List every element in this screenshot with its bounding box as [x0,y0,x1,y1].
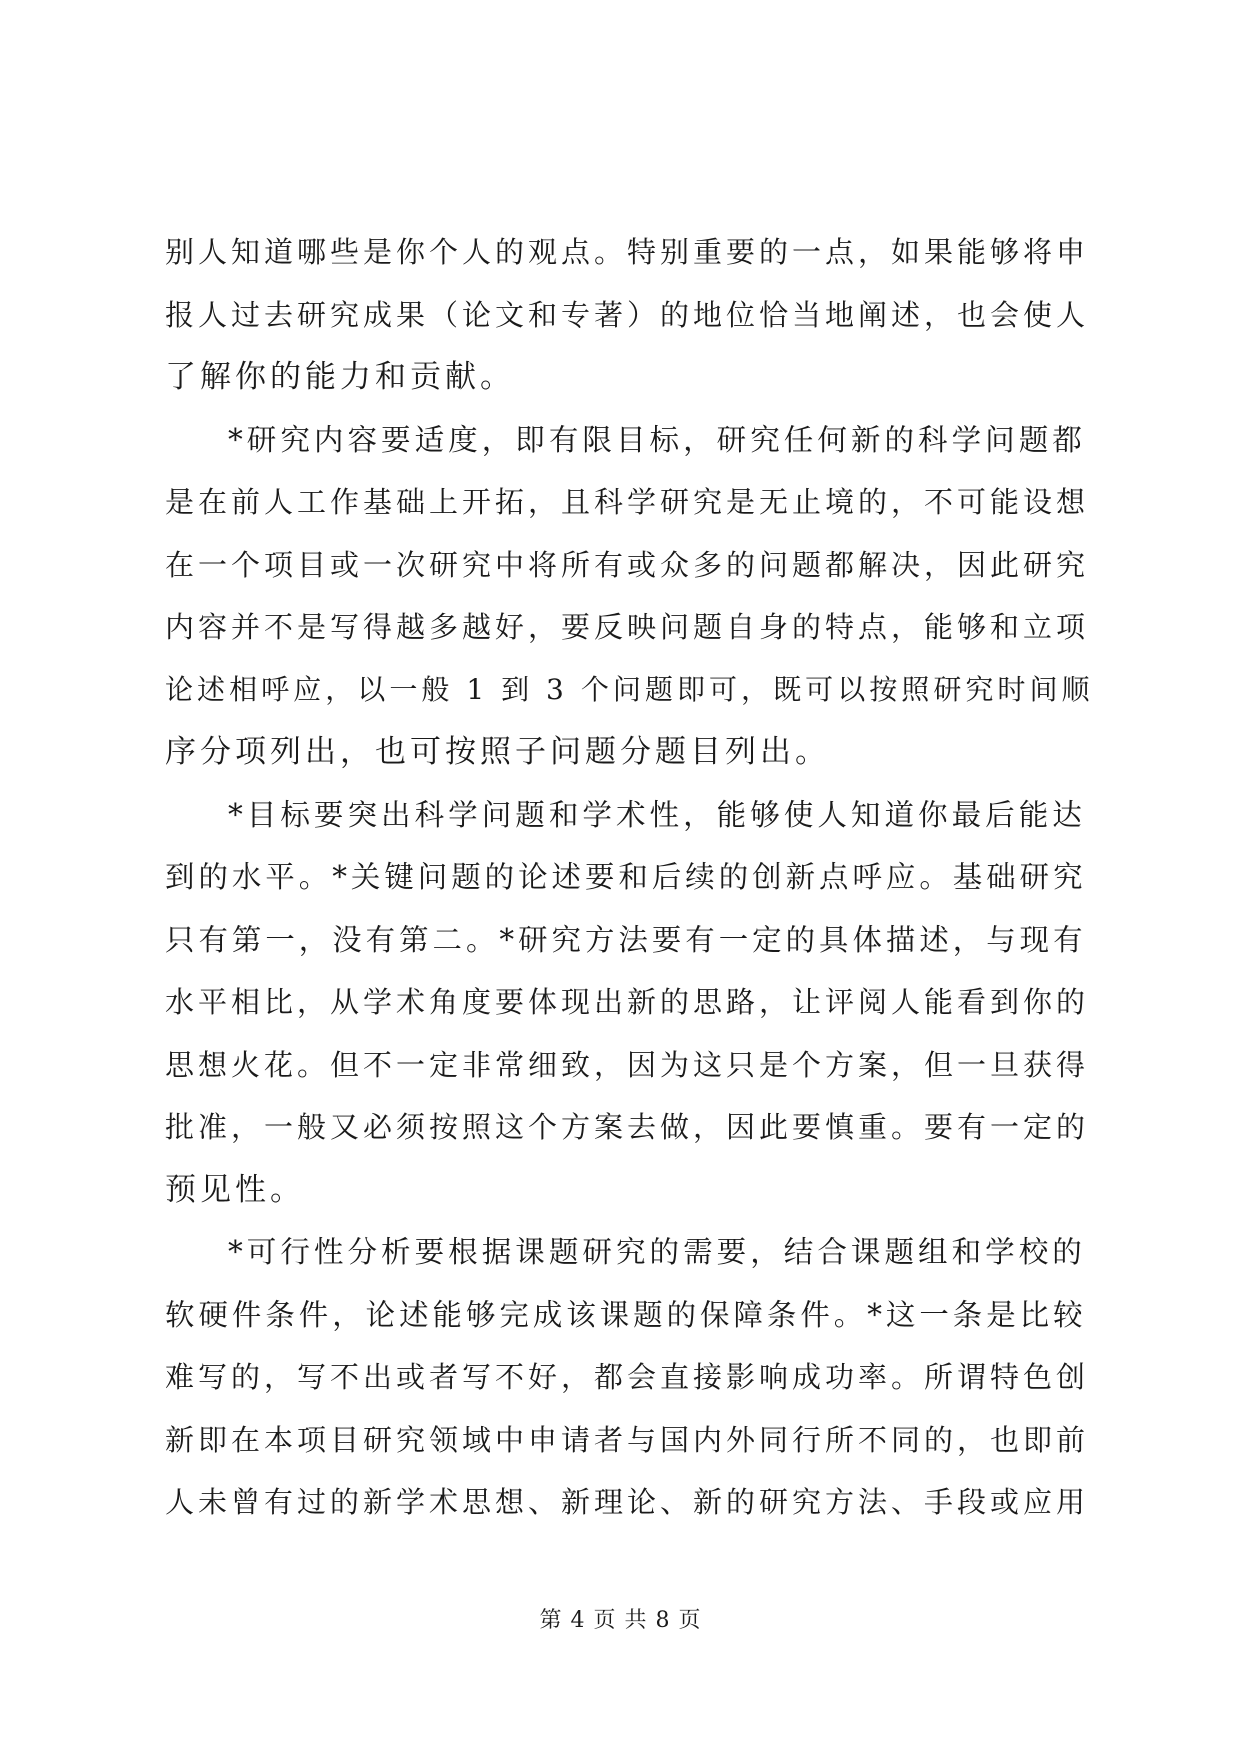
paragraph-start-line: *研究内容要适度，即有限目标，研究任何新的科学问题都 [228,423,1086,457]
paragraph-start-line: *目标要突出科学问题和学术性，能够使人知道你最后能达 [228,798,1086,832]
text-line: 水平相比，从学术角度要体现出新的思路，让评阅人能看到你的 [165,985,1090,1019]
text-line: 软硬件条件，论述能够完成该课题的保障条件。*这一条是比较 [165,1298,1087,1332]
text-line: 内容并不是写得越多越好，要反映问题自身的特点，能够和立项 [165,610,1090,644]
text-line: 别人知道哪些是你个人的观点。特别重要的一点，如果能够将申 [165,235,1090,269]
text-line: 只有第一，没有第二。*研究方法要有一定的具体描述，与现有 [165,923,1087,957]
text-line: 是在前人工作基础上开拓，且科学研究是无止境的，不可能设想 [165,485,1090,519]
text-line: 序分项列出，也可按照子问题分题目列出。 [165,734,830,770]
paragraph-start-line: *可行性分析要根据课题研究的需要，结合课题组和学校的 [228,1235,1086,1269]
text-line: 难写的，写不出或者写不好，都会直接影响成功率。所谓特色创 [165,1360,1090,1394]
text-line: 了解你的能力和贡献。 [165,359,515,395]
text-line: 论述相呼应，以一般 1 到 3 个问题即可，既可以按照研究时间顺 [165,673,1094,706]
text-line: 批准，一般又必须按照这个方案去做，因此要慎重。要有一定的 [165,1110,1090,1144]
page-number-footer: 第 4 页 共 8 页 [539,1608,702,1633]
text-line: 在一个项目或一次研究中将所有或众多的问题都解决，因此研究 [165,548,1090,582]
text-line: 预见性。 [165,1172,305,1208]
text-line: 人未曾有过的新学术思想、新理论、新的研究方法、手段或应用 [165,1485,1090,1519]
text-line: 思想火花。但不一定非常细致，因为这只是个方案，但一旦获得 [165,1048,1090,1082]
text-line: 到的水平。*关键问题的论述要和后续的创新点呼应。基础研究 [165,860,1087,894]
text-line: 新即在本项目研究领域中申请者与国内外同行所不同的，也即前 [165,1423,1090,1457]
text-line: 报人过去研究成果（论文和专著）的地位恰当地阐述，也会使人 [165,298,1090,332]
